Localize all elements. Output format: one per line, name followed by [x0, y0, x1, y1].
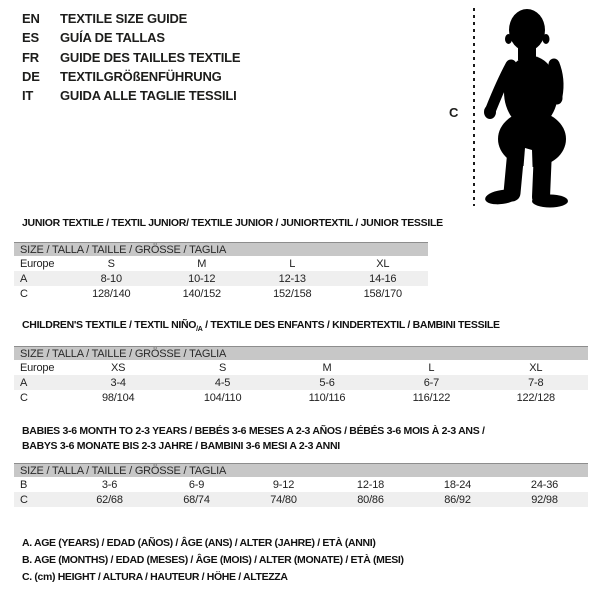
cell-value: L	[289, 257, 296, 270]
cell-value: 116/122	[412, 391, 451, 404]
language-row	[22, 86, 240, 105]
cell-value: 3-6	[101, 478, 118, 491]
table-row	[14, 360, 588, 375]
footnote-line: A. AGE (YEARS) / EDAD (AÑOS) / ÂGE (ANS) / ALTER (JAHRE) / ETÀ (ANNI)	[22, 537, 376, 549]
title-line: BABYS 3-6 MONATE BIS 2-3 JAHRE / BAMBINI 3-6 MESI A 2-3 ANNI	[22, 440, 340, 452]
size-header-label: SIZE / TALLA / TAILLE / GRÖSSE / TAGLIA	[14, 464, 588, 478]
language-code: ES	[22, 30, 39, 46]
row-label: C	[20, 391, 28, 404]
footnotes	[22, 535, 404, 587]
table-row	[14, 390, 588, 405]
language-code: FR	[22, 49, 39, 65]
cell-value: 14-16	[369, 272, 397, 285]
language-label: GUÍA DE TALLAS	[60, 30, 165, 46]
table-row	[14, 271, 428, 286]
cell-value: 74/80	[270, 493, 297, 506]
cell-value: 158/170	[363, 287, 402, 300]
babies-table-title	[22, 424, 485, 454]
cell-value: 122/128	[516, 391, 555, 404]
cell-value: 62/68	[96, 493, 123, 506]
title-subscript: /A	[196, 326, 203, 334]
table-row	[14, 492, 588, 507]
language-header	[22, 9, 240, 105]
cell-value: S	[107, 257, 115, 270]
cell-value: 92/98	[531, 493, 558, 506]
cell-value: 12-18	[356, 478, 385, 491]
cell-value: XL	[376, 257, 390, 270]
language-row	[22, 28, 240, 47]
language-row	[22, 67, 240, 86]
cell-value: 128/140	[92, 287, 131, 300]
language-label: GUIDA ALLE TAGLIE TESSILI	[60, 88, 237, 104]
cell-value: 4-5	[214, 376, 231, 389]
row-label: C	[20, 493, 28, 506]
cell-value: 98/104	[101, 391, 135, 404]
title-text: CHILDREN'S TEXTILE / TEXTIL NIÑO	[22, 319, 197, 331]
cell-value: 9-12	[272, 478, 295, 491]
size-header-row	[14, 243, 428, 257]
cell-value: 6-7	[423, 376, 440, 389]
cell-value: 86/92	[444, 493, 471, 506]
cell-value: 24-36	[530, 478, 559, 491]
title-line: BABIES 3-6 MONTH TO 2-3 YEARS / BEBÉS 3-6 MESES A 2-3 AÑOS / BÉBÉS 3-6 MOIS À 2-3 ANS /	[22, 425, 485, 437]
cell-value: 18-24	[443, 478, 472, 491]
cell-value: XL	[529, 361, 543, 374]
cell-value: M	[322, 361, 332, 374]
junior-table-title	[22, 216, 443, 231]
cell-value: 68/74	[183, 493, 210, 506]
height-measure-dotted-line	[473, 8, 475, 206]
size-header-row	[14, 347, 588, 361]
row-label: Europe	[20, 361, 55, 374]
size-header-label: SIZE / TALLA / TAILLE / GRÖSSE / TAGLIA	[14, 243, 428, 257]
cell-value: S	[219, 361, 227, 374]
cell-value: 104/110	[203, 391, 242, 404]
cell-value: 3-4	[110, 376, 126, 389]
title-line: JUNIOR TEXTILE / TEXTIL JUNIOR/ TEXTILE JUNIOR / JUNIORTEXTIL / JUNIOR TESSILE	[22, 217, 443, 229]
cell-value: 7-8	[528, 376, 544, 389]
cell-value: 140/152	[182, 287, 221, 300]
language-label: TEXTILE SIZE GUIDE	[60, 11, 188, 26]
footnote-line: B. AGE (MONTHS) / EDAD (MESES) / ÂGE (MOIS) / ALTER (MONATE) / ETÀ (MESI)	[22, 554, 404, 567]
children-size-table	[14, 346, 588, 405]
table-row	[14, 286, 428, 301]
row-label: C	[20, 287, 28, 300]
language-row	[22, 9, 240, 28]
cell-value: M	[197, 257, 207, 270]
height-measure-label: C	[449, 105, 459, 120]
language-row	[22, 48, 240, 67]
cell-value: 10-12	[188, 272, 216, 285]
cell-value: 80/86	[357, 493, 384, 506]
row-label: Europe	[20, 257, 55, 270]
table-row	[14, 256, 428, 271]
baby-silhouette-icon	[480, 0, 600, 210]
language-label: TEXTILGRÖßENFÜHRUNG	[60, 68, 222, 84]
junior-size-table	[14, 242, 428, 301]
title-text: / TEXTILE DES ENFANTS / KINDERTEXTIL / BAMBINI TESSILE	[202, 319, 500, 331]
cell-value: 6-9	[188, 478, 205, 491]
cell-value: 5-6	[319, 376, 335, 389]
cell-value: 110/116	[308, 391, 346, 404]
size-header-row	[14, 464, 588, 478]
cell-value: L	[428, 361, 435, 374]
language-code: IT	[22, 88, 34, 104]
language-code: DE	[22, 68, 40, 84]
table-row	[14, 375, 588, 390]
footnote-line: C. (cm) HEIGHT / ALTURA / HAUTEUR / HÖHE / ALTEZZA	[22, 571, 288, 584]
children-table-title	[22, 318, 500, 337]
language-code: EN	[22, 11, 40, 26]
size-header-label: SIZE / TALLA / TAILLE / GRÖSSE / TAGLIA	[14, 347, 588, 361]
cell-value: 8-10	[100, 272, 122, 285]
language-label: GUIDE DES TAILLES TEXTILE	[60, 49, 241, 65]
row-label: A	[20, 272, 28, 285]
row-label: A	[20, 376, 28, 389]
cell-value: 12-13	[278, 272, 306, 285]
cell-value: XS	[111, 361, 126, 374]
table-row	[14, 477, 588, 492]
row-label: B	[20, 478, 28, 491]
cell-value: 152/158	[273, 287, 312, 300]
babies-size-table	[14, 463, 588, 507]
